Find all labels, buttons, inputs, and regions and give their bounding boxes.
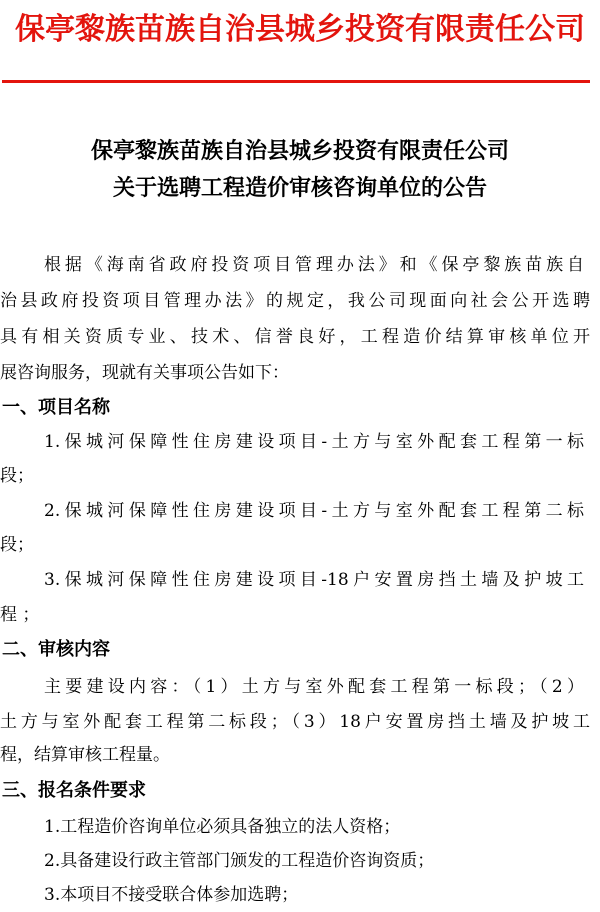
intro-line-4: 展咨询服务，现就有关事项公告如下： [0, 363, 289, 383]
s1-item-2b: 段； [0, 535, 34, 555]
letterhead-org-name: 保亭黎族苗族自治县城乡投资有限责任公司 [15, 12, 585, 47]
intro-line-1: 根据《海南省政府投资项目管理办法》和《保亭黎族苗族自 [44, 255, 584, 275]
s2-line-1: 主要建设内容：（1）土方与室外配套工程第一标段；（2） [44, 677, 584, 697]
s1-item-1b: 段； [0, 466, 34, 486]
s2-line-3: 程，结算审核工程量。 [0, 745, 170, 765]
s3-item-3: 3.本项目不接受联合体参加选聘； [44, 885, 299, 905]
title-line-2: 关于选聘工程造价审核咨询单位的公告 [112, 176, 487, 201]
s3-item-2: 2.具备建设行政主管部门颁发的工程造价咨询资质； [44, 851, 435, 871]
letterhead-red-rule [2, 80, 590, 83]
intro-line-2: 治县政府投资项目管理办法》的规定，我公司现面向社会公开选聘 [0, 291, 590, 311]
section-1-heading: 一、项目名称 [2, 397, 110, 418]
section-2-heading: 二、审核内容 [2, 639, 110, 660]
s2-line-2: 土方与室外配套工程第二标段；（3）18户安置房挡土墙及护坡工 [0, 712, 590, 732]
s1-item-3a: 3.保城河保障性住房建设项目-18户安置房挡土墙及护坡工 [44, 570, 584, 590]
s1-item-2a: 2.保城河保障性住房建设项目-土方与室外配套工程第二标 [44, 501, 584, 521]
title-line-1: 保亭黎族苗族自治县城乡投资有限责任公司 [90, 139, 509, 164]
section-3-heading: 三、报名条件要求 [2, 780, 146, 801]
s1-item-3b: 程 ； [0, 605, 40, 625]
s1-item-1a: 1.保城河保障性住房建设项目-土方与室外配套工程第一标 [44, 432, 584, 452]
intro-line-3: 具有相关资质专业、技术、信誉良好，工程造价结算审核单位开 [0, 327, 590, 347]
s3-item-1: 1.工程造价咨询单位必须具备独立的法人资格； [44, 817, 401, 837]
